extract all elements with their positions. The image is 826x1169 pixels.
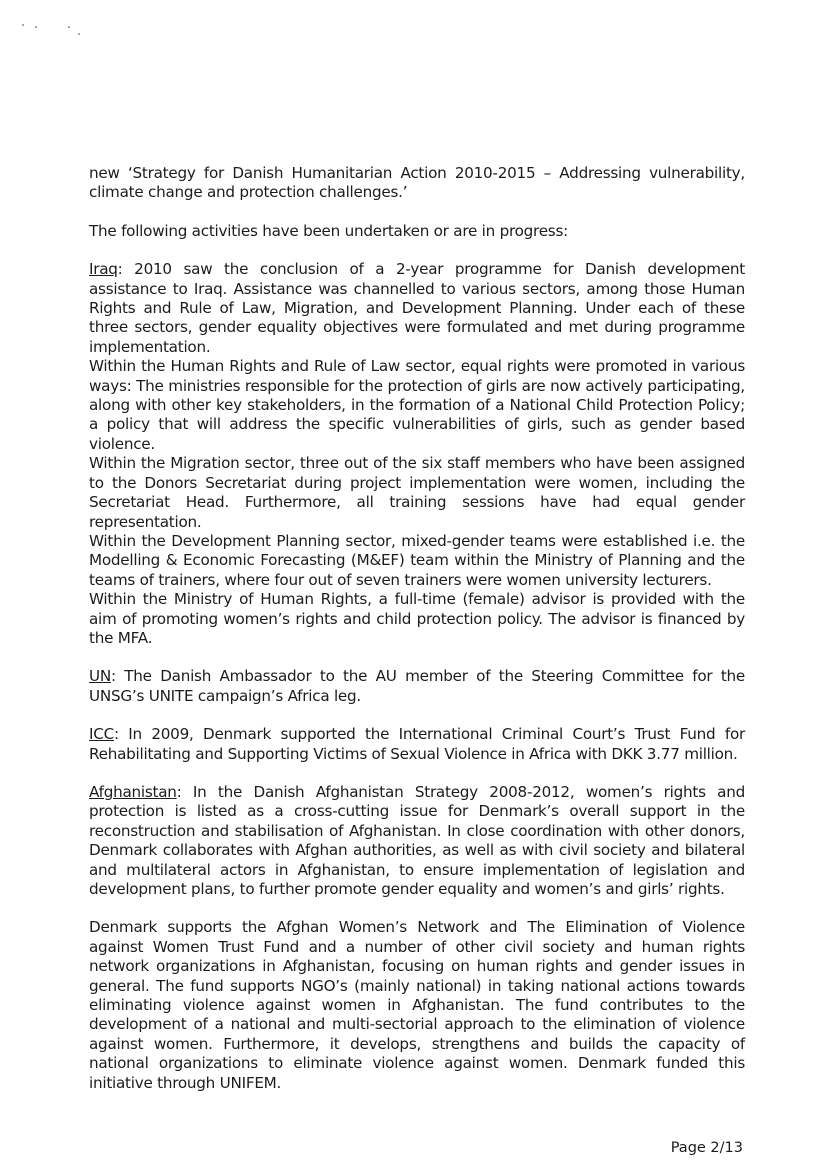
un-paragraph bbox=[89, 667, 745, 706]
scan-speck bbox=[22, 24, 24, 26]
iraq-heading: Iraq bbox=[89, 260, 118, 279]
afghanistan-paragraph bbox=[89, 783, 745, 899]
afghanistan-support-paragraph: Denmark supports the Afghan Women’s Network and The Elimination of Violence against Women Trust Fund and a number of other civil society and human rights network organizations in Afghanistan, focusing on human rights and gender issues in general. The fund supports NGO’s (mainly national) in taking national actions towards eliminating violence against women in Afghanistan. The fund contributes to the development of a national and multi-sectorial approach to the elimination of violence against women. Furthermore, it develops, strengthens and builds the capacity of national organizations to eliminate violence against women. Denmark funded this initiative through UNIFEM. bbox=[89, 918, 745, 1092]
intro-continuation: new ‘Strategy for Danish Humanitarian Action 2010-2015 – Addressing vulnerability, climate change and protection challenges.’ bbox=[89, 164, 745, 202]
body-text bbox=[89, 164, 745, 1093]
iraq-paragraph bbox=[89, 260, 745, 357]
un-heading: UN bbox=[89, 667, 111, 686]
iraq-human-rights-paragraph: Within the Human Rights and Rule of Law sector, equal rights were promoted in various ways: The ministries responsible for the protection of girls are now actively participating, along with other key stakeholders, in the formation of a National Child Protection Policy; a policy that will address the specific vulnerabilities of girls, such as gender based violence. bbox=[89, 357, 745, 453]
afghanistan-heading: Afghanistan bbox=[89, 782, 177, 801]
icc-text: : In 2009, Denmark supported the International Criminal Court’s Trust Fund for Rehabilitating and Supporting Victims of Sexual Violence in Africa with DKK 3.77 million. bbox=[89, 725, 745, 763]
iraq-intro-text: : 2010 saw the conclusion of a 2-year programme for Danish development assistance to Iraq. Assistance was channelled to various sectors, among those Human Rights and Rule of Law, Migration, and Development Planning. Under each of these three sectors, gender equality objectives were formulated and met during programme implementation. bbox=[89, 260, 745, 356]
iraq-ministry-paragraph: Within the Ministry of Human Rights, a full-time (female) advisor is provided with the aim of promoting women’s rights and child protection policy. The advisor is financed by the MFA. bbox=[89, 590, 745, 647]
scan-speck bbox=[78, 33, 80, 35]
iraq-development-paragraph: Within the Development Planning sector, mixed-gender teams were established i.e. the Modelling & Economic Forecasting (M&EF) team within the Ministry of Planning and the teams of trainers, where four out of seven trainers were women university lecturers. bbox=[89, 531, 745, 589]
icc-heading: ICC bbox=[89, 725, 114, 744]
icc-paragraph bbox=[89, 725, 745, 764]
intro-lead: The following activities have been undertaken or are in progress: bbox=[89, 221, 568, 240]
un-text: : The Danish Ambassador to the AU member of the Steering Committee for the UNSG’s UNITE campaign’s Africa leg. bbox=[89, 667, 745, 705]
scan-speck bbox=[35, 26, 37, 28]
page-number: Page 2/13 bbox=[670, 1140, 743, 1156]
iraq-migration-paragraph: Within the Migration sector, three out of the six staff members who have been assigned to the Donors Secretariat during project implementation were women, including the Secretariat Head. Furthermore, all training sessions have had equal gender representation. bbox=[89, 454, 745, 531]
scan-speck bbox=[68, 26, 70, 28]
afghanistan-text: : In the Danish Afghanistan Strategy 2008-2012, women’s rights and protection is listed as a cross-cutting issue for Denmark’s overall support in the reconstruction and stabilisation of Afghanistan. In close coordination with other donors, Denmark collaborates with Afghan authorities, as well as with civil society and bilateral and multilateral actors in Afghanistan, to ensure implementation of legislation and development plans, to further promote gender equality and women’s and girls’ rights. bbox=[89, 782, 745, 898]
